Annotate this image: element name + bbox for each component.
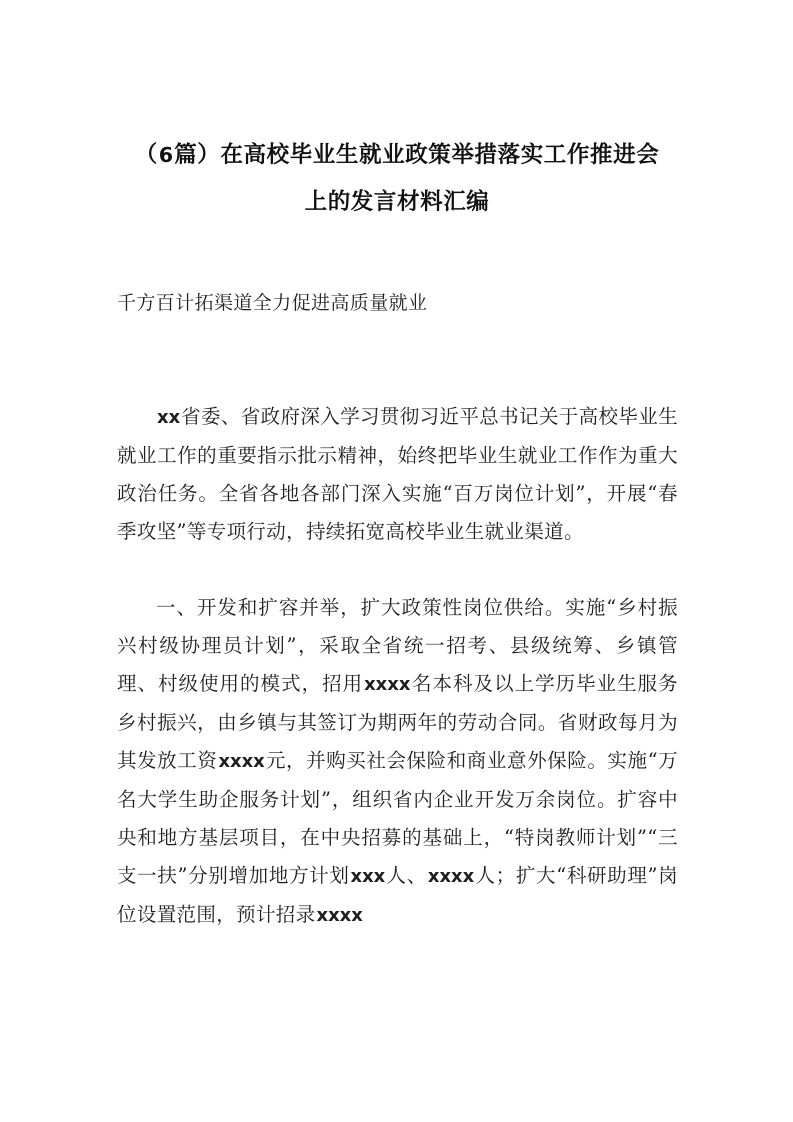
paragraph-section-one: 一、开发和扩容并举，扩大政策性岗位供给。实施“乡村振兴村级协理员计划”，采取全省统一招考、县级统筹、乡镇管理、村级使用的模式，招用xxxx名本科及以上学历毕业生服务乡村振兴，由乡镇与其签订为期两年的劳动合同。省财政每月为其发放工资xxxx元，并购买社会保险和商业意外保险。实施“万名大学生助企服务计划”，组织省内企业开发万余岗位。扩容中央和地方基层项目，在中央招募的基础上，“特岗教师计划”“三支一扶”分别增加地方计划xxx人、xxxx人；扩大“科研助理”岗位设置范围，预计招录xxxx — [117, 596, 678, 926]
title-line-1-text: （6篇）在高校毕业生就业政策举措落实工作推进会 — [134, 142, 660, 168]
document-body — [117, 284, 678, 935]
document-subtitle: 千方百计拓渠道全力促进高质量就业 — [117, 292, 428, 314]
subtitle-spacer — [117, 322, 678, 398]
title-line-1 — [117, 132, 677, 179]
title-line-2: 上的发言材料汇编 — [304, 189, 490, 215]
paragraph-intro: xx省委、省政府深入学习贯彻习近平总书记关于高校毕业生就业工作的重要指示批示精神，始终把毕业生就业工作作为重大政治任务。全省各地各部门深入实施“百万岗位计划”，开展“春季攻坚”等专项行动，持续拓宽高校毕业生就业渠道。 — [117, 405, 678, 543]
page-title — [117, 132, 677, 226]
